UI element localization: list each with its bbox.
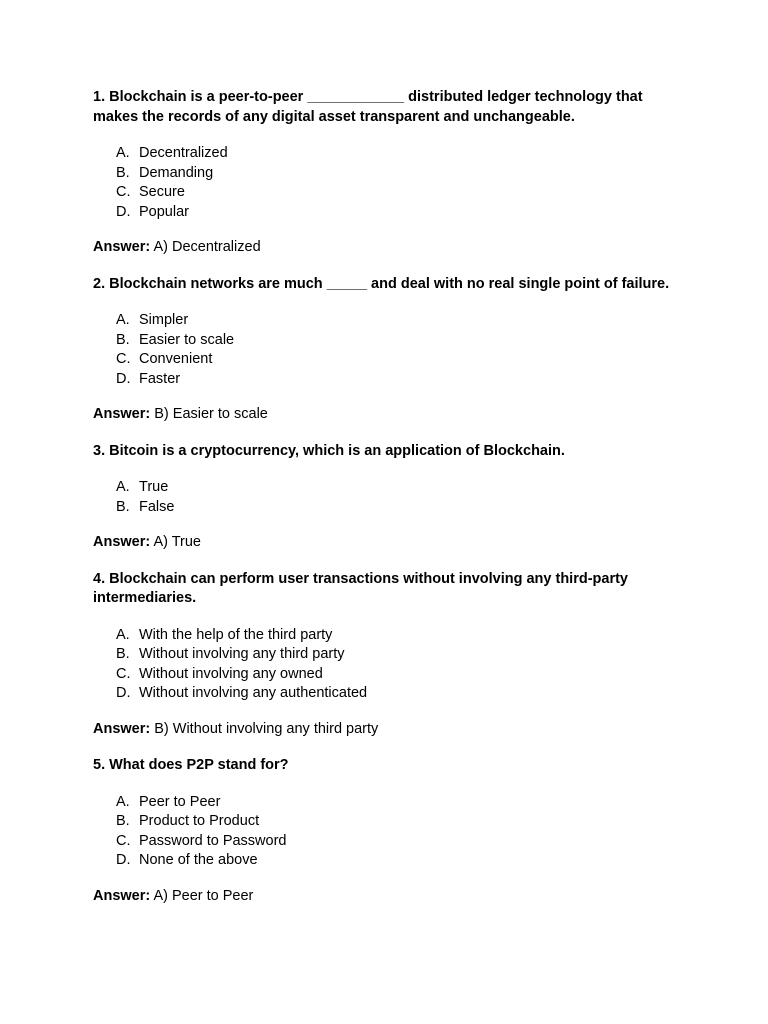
option-letter: B. bbox=[116, 646, 130, 662]
option-item bbox=[116, 665, 688, 685]
option-item bbox=[116, 684, 688, 704]
option-text: Without involving any authenticated bbox=[139, 685, 368, 701]
option-list bbox=[93, 144, 688, 222]
option-text: None of the above bbox=[139, 852, 258, 868]
option-letter: A. bbox=[116, 145, 130, 161]
question-5 bbox=[93, 756, 688, 906]
option-letter: B. bbox=[116, 164, 130, 181]
question-2 bbox=[93, 275, 688, 425]
option-letter: C. bbox=[116, 832, 131, 849]
option-list bbox=[93, 311, 688, 389]
question-text: 1. Blockchain is a peer-to-peer ____________ distributed ledger technology that makes the records of any digital asset transparent and unchangeable. bbox=[93, 89, 643, 125]
option-text: Faster bbox=[139, 370, 181, 387]
option-list bbox=[93, 793, 688, 871]
question-3 bbox=[93, 442, 688, 553]
option-list bbox=[93, 626, 688, 704]
option-letter: D. bbox=[116, 852, 131, 868]
option-item bbox=[116, 331, 688, 351]
option-text: Simpler bbox=[139, 312, 189, 328]
option-text: Peer to Peer bbox=[139, 793, 221, 810]
answer-line bbox=[93, 720, 688, 740]
option-item bbox=[116, 478, 688, 498]
option-text: Popular bbox=[139, 203, 189, 220]
option-item bbox=[116, 626, 688, 646]
option-letter: A. bbox=[116, 312, 130, 328]
option-text: Password to Password bbox=[139, 832, 287, 849]
option-text: With the help of the third party bbox=[139, 626, 333, 643]
option-text: Secure bbox=[139, 184, 185, 200]
answer-label: Answer: bbox=[93, 534, 151, 550]
option-item bbox=[116, 645, 688, 665]
option-item bbox=[116, 183, 688, 203]
option-item bbox=[116, 203, 688, 223]
option-text: True bbox=[139, 479, 169, 495]
option-letter: C. bbox=[116, 351, 131, 367]
option-text: Easier to scale bbox=[139, 331, 235, 348]
option-text: False bbox=[139, 498, 175, 515]
question-text: 2. Blockchain networks are much _____ and deal with no real single point of failure. bbox=[93, 275, 670, 292]
option-item bbox=[116, 793, 688, 813]
option-letter: D. bbox=[116, 370, 131, 387]
option-letter: C. bbox=[116, 665, 131, 682]
option-letter: B. bbox=[116, 331, 130, 348]
answer-value: A) Peer to Peer bbox=[150, 887, 254, 904]
option-item bbox=[116, 144, 688, 164]
answer-line bbox=[93, 887, 688, 907]
option-list bbox=[93, 478, 688, 517]
answer-label: Answer: bbox=[93, 720, 151, 737]
question-text: 5. What does P2P stand for? bbox=[93, 757, 289, 773]
answer-value: B) Without involving any third party bbox=[150, 720, 379, 737]
option-letter: D. bbox=[116, 203, 131, 220]
option-text: Decentralized bbox=[139, 145, 228, 161]
option-item bbox=[116, 350, 688, 370]
option-letter: B. bbox=[116, 813, 130, 829]
option-letter: B. bbox=[116, 498, 130, 515]
option-text: Demanding bbox=[139, 164, 214, 181]
question-text: 3. Bitcoin is a cryptocurrency, which is an application of Blockchain. bbox=[93, 442, 565, 459]
option-text: Convenient bbox=[139, 351, 213, 367]
option-letter: A. bbox=[116, 479, 130, 495]
option-item bbox=[116, 370, 688, 390]
answer-label: Answer: bbox=[93, 887, 151, 904]
answer-value: A) True bbox=[150, 534, 201, 550]
option-item bbox=[116, 812, 688, 832]
answer-label: Answer: bbox=[93, 406, 151, 422]
option-item bbox=[116, 164, 688, 184]
answer-value: A) Decentralized bbox=[150, 239, 261, 255]
option-item bbox=[116, 851, 688, 871]
answer-line bbox=[93, 533, 688, 553]
option-text: Product to Product bbox=[139, 813, 260, 829]
option-text: Without involving any owned bbox=[139, 665, 323, 682]
option-letter: D. bbox=[116, 685, 131, 701]
answer-line bbox=[93, 405, 688, 425]
option-letter: C. bbox=[116, 184, 131, 200]
answer-label: Answer: bbox=[93, 239, 151, 255]
option-item bbox=[116, 832, 688, 852]
question-text: 4. Blockchain can perform user transactions without involving any third-party intermediaries. bbox=[93, 570, 628, 606]
question-1 bbox=[93, 88, 688, 258]
option-item bbox=[116, 311, 688, 331]
option-letter: A. bbox=[116, 626, 130, 643]
option-letter: A. bbox=[116, 793, 130, 810]
option-item bbox=[116, 498, 688, 518]
answer-value: B) Easier to scale bbox=[150, 406, 268, 422]
answer-line bbox=[93, 238, 688, 258]
option-text: Without involving any third party bbox=[139, 646, 345, 662]
question-4 bbox=[93, 570, 688, 740]
